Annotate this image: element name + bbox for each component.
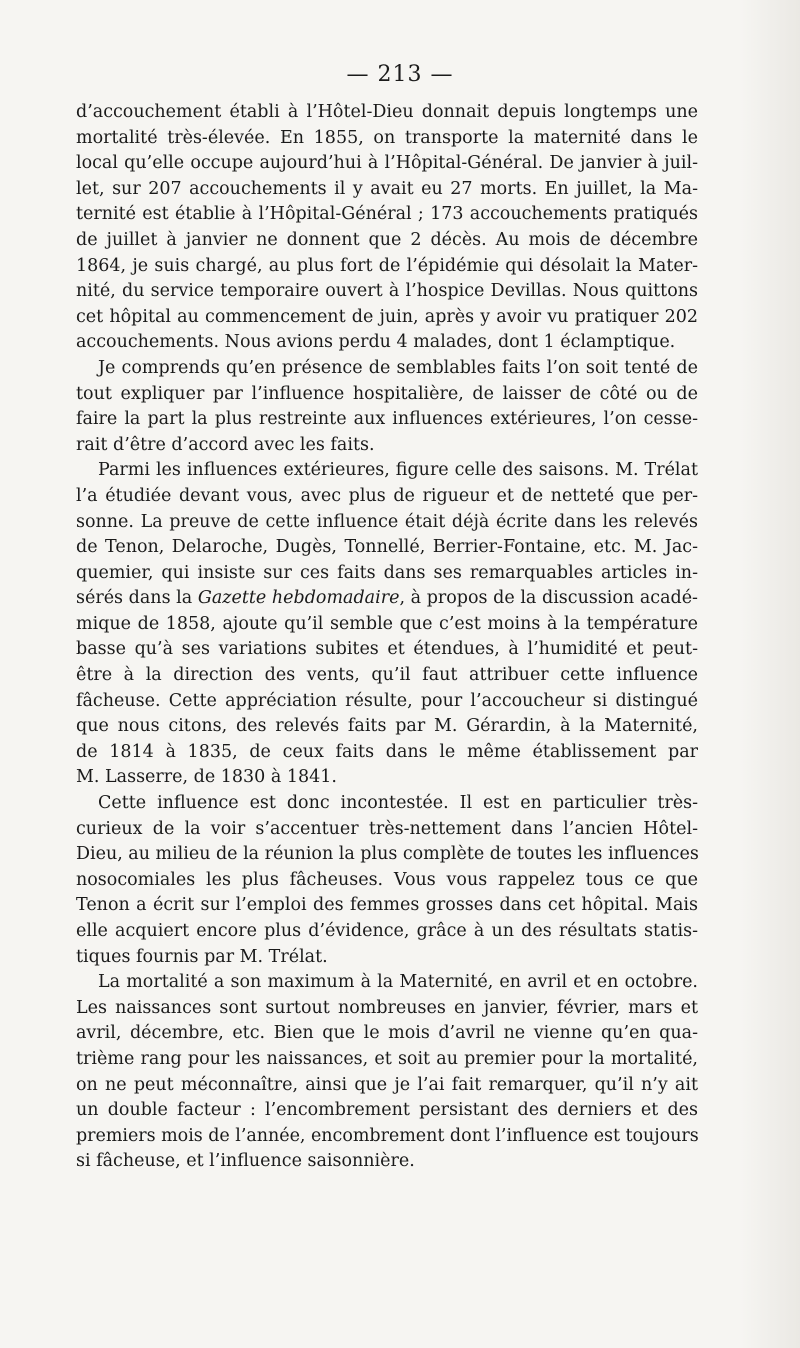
text-line: Parmi les influences extérieures, figure celle des saisons. M. Trélat [98,460,698,481]
text-line: nosocomiales les plus fâcheuses. Vous vous rappelez tous ce que [76,869,698,890]
text-line: sonne. La preuve de cette influence était déjà écrite dans les relevés [76,511,698,532]
text-line: Dieu, au milieu de la réunion la plus complète de toutes les influences [76,844,699,865]
text-line: un double facteur : l’encombrement persistant des derniers et des [76,1100,698,1121]
text-line: si fâcheuse, et l’influence saisonnière. [76,1151,415,1172]
text-line: mique de 1858, ajoute qu’il semble que c’est moins à la température [76,613,698,634]
text-line: de juillet à janvier ne donnent que 2 décès. Au mois de décembre [76,229,698,250]
text-line: fâcheuse. Cette appréciation résulte, pour l’accoucheur si distingué [76,690,698,711]
text-line: que nous citons, des relevés faits par M. Gérardin, à la Maternité, [76,716,698,737]
text-line: curieux de la voir s’accentuer très-nettement dans l’ancien Hôtel- [76,818,698,839]
text-line: Les naissances sont surtout nombreuses en janvier, février, mars et [76,997,698,1018]
page-number: — 213 — [346,62,454,87]
text-line: faire la part la plus restreinte aux influences extérieures, l’on cesse- [76,409,698,430]
text-line: sérés dans la Gazette hebdomadaire, à propos de la discussion acadé- [76,588,698,609]
text-line: tiques fournis par M. Trélat. [76,946,328,967]
text-line: d’accouchement établi à l’Hôtel-Dieu donnait depuis longtemps une [76,102,698,122]
text-line: basse qu’à ses variations subites et étendues, à l’humidité et peut- [76,639,698,660]
text-line: mortalité très-élevée. En 1855, on transporte la maternité dans le [76,127,698,148]
text-line: l’a étudiée devant vous, avec plus de rigueur et de netteté que per- [76,485,698,506]
text-line: de Tenon, Delaroche, Dugès, Tonnellé, Berrier-Fontaine, etc. M. Jac- [76,537,698,558]
text-line: premiers mois de l’année, encombrement dont l’influence est toujours [76,1125,699,1146]
text-line: elle acquiert encore plus d’évidence, grâce à un des résultats statis- [76,921,698,941]
text-line: nité, du service temporaire ouvert à l’hospice Devillas. Nous quittons [76,281,698,302]
text-line: de 1814 à 1835, de ceux faits dans le même établissement par [76,741,698,762]
text-line: 1864, je suis chargé, au plus fort de l’épidémie qui désolait la Mater- [76,255,698,276]
text-line: avril, décembre, etc. Bien que le mois d’avril ne vienne qu’en qua- [76,1023,698,1044]
text-line: rait d’être d’accord avec les faits. [76,434,375,455]
body-text [76,100,698,1175]
text-line: M. Lasserre, de 1830 à 1841. [76,767,337,788]
text-line: Cette influence est donc incontestée. Il est en particulier très- [98,793,698,814]
text-line: Tenon a écrit sur l’emploi des femmes grosses dans cet hôpital. Mais [76,895,698,916]
text-line: trième rang pour les naissances, et soit au premier pour la mortalité, [76,1048,698,1069]
paragraph [76,100,698,356]
text-line: tout expliquer par l’influence hospitalière, de laisser de côté ou de [76,383,698,404]
text-line: let, sur 207 accouchements il y avait eu 27 morts. En juillet, la Ma- [76,178,698,199]
text-line: La mortalité a son maximum à la Maternité, en avril et en octobre. [98,972,698,993]
text-line: accouchements. Nous avions perdu 4 malades, dont 1 éclamptique. [76,332,676,353]
paragraph [76,791,698,970]
text-line: quemier, qui insiste sur ces faits dans ses remarquables articles in- [76,562,698,583]
text-line: local qu’elle occupe aujourd’hui à l’Hôpital-Général. De janvier à juil- [76,153,698,174]
text-line: ternité est établie à l’Hôpital-Général ; 173 accouchements pratiqués [76,204,698,225]
page-edge-shading [740,0,800,1348]
text-line: être à la direction des vents, qu’il faut attribuer cette influence [76,665,698,686]
paragraph [76,970,698,1175]
text-line: Je comprends qu’en présence de semblables faits l’on soit tenté de [98,357,698,378]
text-line: on ne peut méconnaître, ainsi que je l’ai fait remarquer, qu’il n’y ait [76,1074,698,1095]
text-line: cet hôpital au commencement de juin, après y avoir vu pratiquer 202 [76,306,698,327]
paragraph [76,356,698,458]
paragraph [76,458,698,791]
